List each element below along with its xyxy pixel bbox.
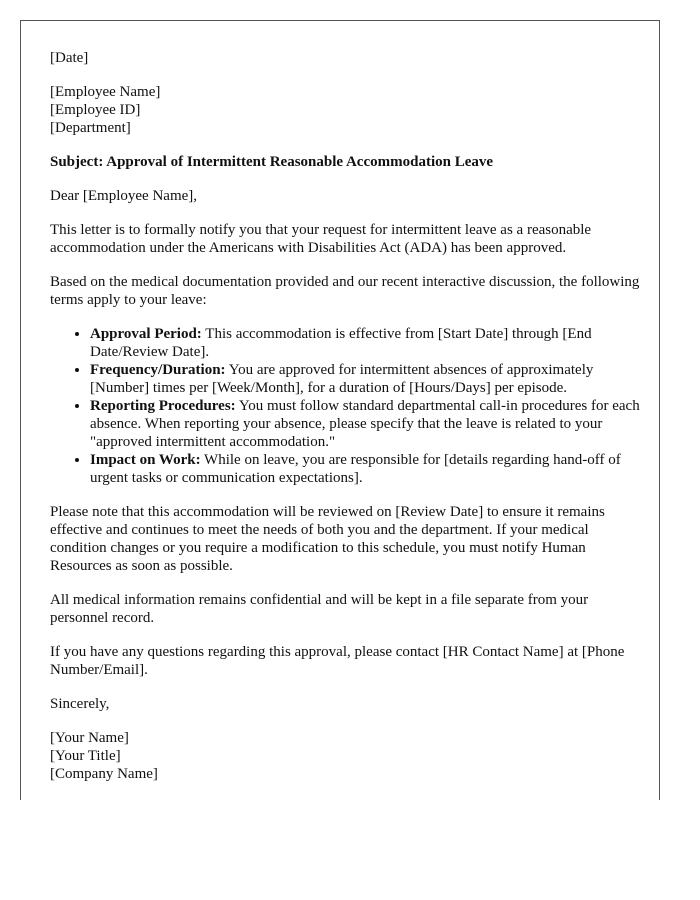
recipient-block [50, 83, 640, 137]
term-text: This accommodation is effective from [Start Date] through [End Date/Review Date]. [90, 326, 592, 360]
confidentiality-paragraph: All medical information remains confidential and will be kept in a file separate from your personnel record. [50, 592, 589, 626]
term-text: You must follow standard departmental call-in procedures for each absence. When reporting your absence, please specify that the leave is related to your "approved intermittent accommodation." [90, 398, 640, 450]
sender-company: [Company Name] [50, 766, 158, 782]
terms-intro-paragraph: Based on the medical documentation provided and our recent interactive discussion, the following terms apply to your leave: [50, 274, 640, 308]
sender-name: [Your Name] [50, 730, 129, 746]
letter-date: [Date] [50, 50, 89, 66]
signature-block [50, 729, 640, 783]
letter-subject: Subject: Approval of Intermittent Reasonable Accommodation Leave [50, 154, 494, 170]
recipient-id: [Employee ID] [50, 102, 141, 118]
intro-paragraph: This letter is to formally notify you that your request for intermittent leave as a reasonable accommodation under the Americans with Disabilities Act (ADA) has been approved. [50, 222, 592, 256]
term-item-reporting-procedures [90, 397, 640, 451]
letter-body [50, 49, 640, 783]
terms-list [50, 325, 640, 487]
term-label: Approval Period: [90, 326, 202, 342]
letter-page [20, 20, 660, 800]
term-item-approval-period [90, 325, 640, 361]
term-item-impact-on-work [90, 451, 640, 487]
recipient-name: [Employee Name] [50, 84, 161, 100]
sender-title: [Your Title] [50, 748, 121, 764]
review-paragraph: Please note that this accommodation will be reviewed on [Review Date] to ensure it remains effective and continues to meet the needs of both you and the department. If your medical condition changes or you require a modification to this schedule, you must notify Human Resources as soon as possible. [50, 504, 605, 574]
closing: Sincerely, [50, 696, 110, 712]
term-item-frequency-duration [90, 361, 640, 397]
recipient-department: [Department] [50, 120, 131, 136]
term-text: While on leave, you are responsible for [details regarding hand-off of urgent tasks or communication expectations]. [90, 452, 621, 486]
term-label: Frequency/Duration: [90, 362, 226, 378]
salutation: Dear [Employee Name], [50, 188, 198, 204]
term-label: Reporting Procedures: [90, 398, 236, 414]
term-text: You are approved for intermittent absences of approximately [Number] times per [Week/Month], for a duration of [Hours/Days] per episode. [90, 362, 594, 396]
term-label: Impact on Work: [90, 452, 201, 468]
contact-paragraph: If you have any questions regarding this approval, please contact [HR Contact Name] at [Phone Number/Email]. [50, 644, 625, 678]
